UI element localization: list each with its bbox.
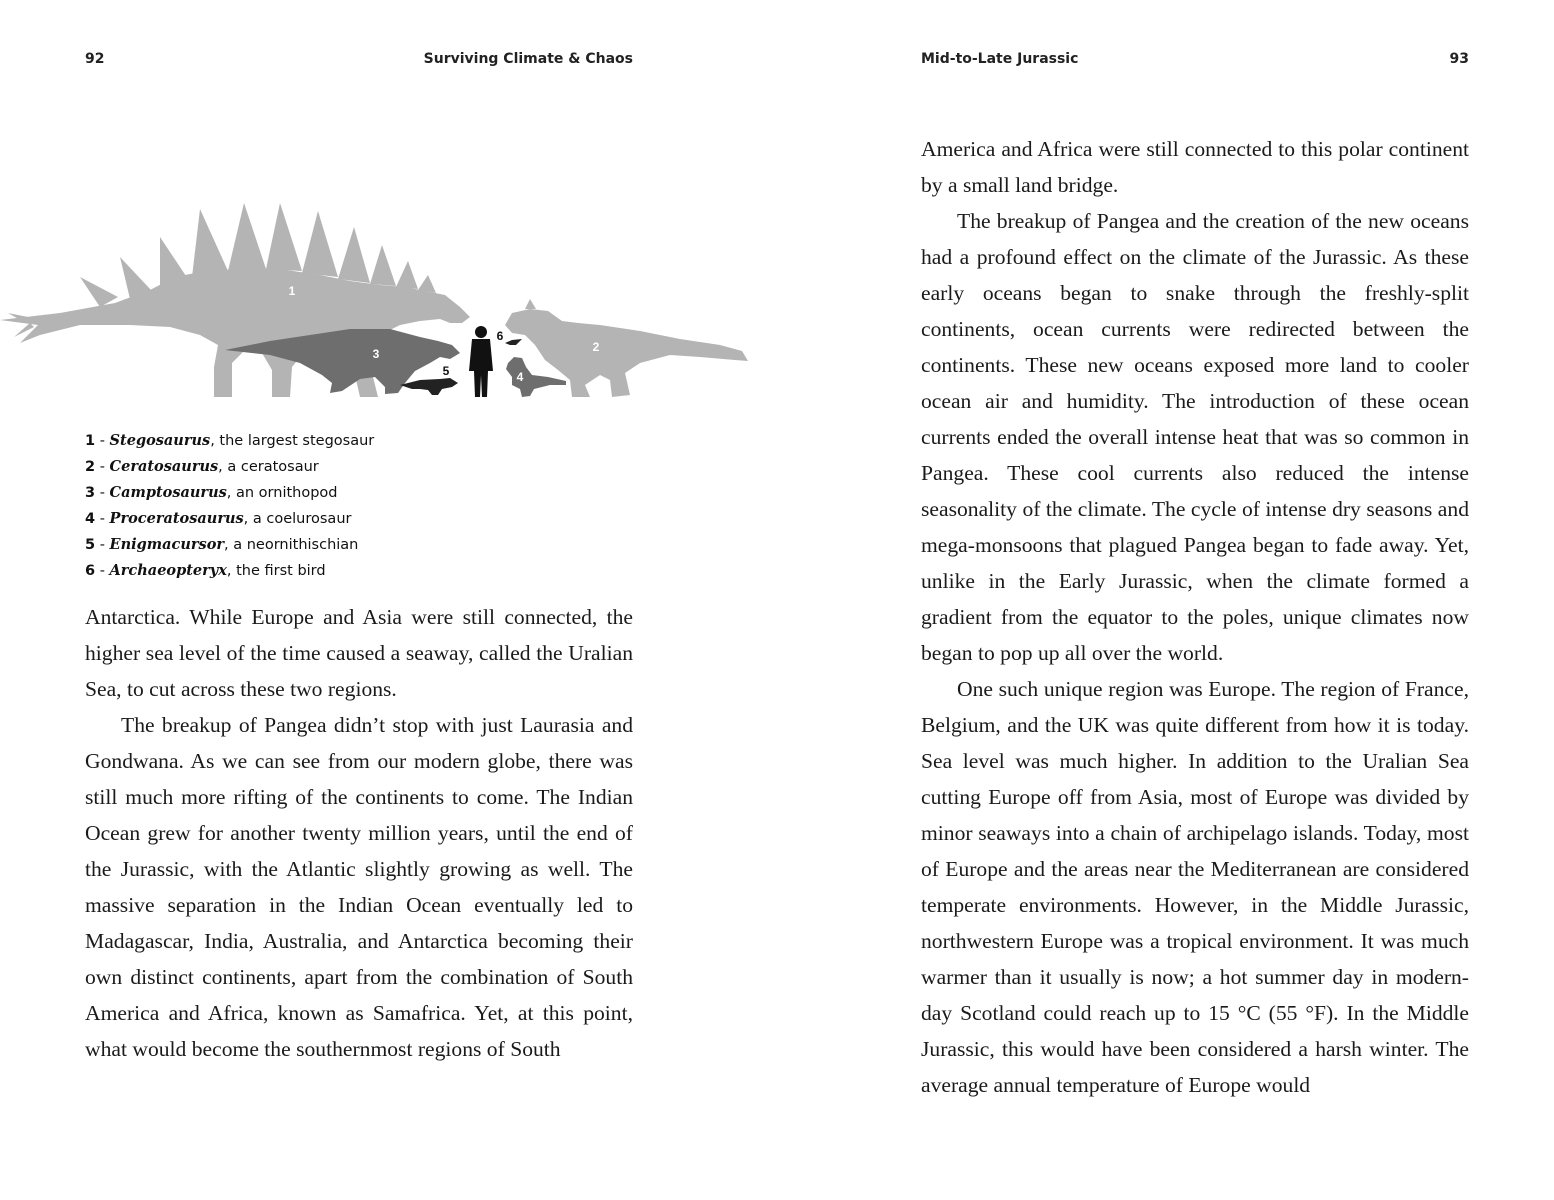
page-number: 93 (1449, 51, 1469, 67)
caption-item: 4 - Proceratosaurus, a coelurosaur (85, 510, 352, 527)
figure-caption-list (85, 428, 374, 584)
silhouette-label-3: 3 (372, 347, 380, 361)
caption-item: 5 - Enigmacursor, a neornithischian (85, 536, 359, 553)
page-number: 92 (85, 51, 105, 67)
archaeopteryx-silhouette (505, 339, 522, 345)
right-body-text (921, 131, 1469, 1103)
silhouette-label-2: 2 (592, 340, 600, 354)
caption-item: 6 - Archaeopteryx, the first bird (85, 562, 326, 579)
human-scale-silhouette (469, 326, 493, 397)
body-paragraph: America and Africa were still connected to this polar continent by a small land bridge. (921, 137, 1469, 197)
right-page (777, 0, 1554, 1200)
body-paragraph: Antarctica. While Europe and Asia were still connected, the higher sea level of the time caused a seaway, called the Uralian Sea, to cut across these two regions. (85, 605, 633, 701)
body-paragraph: The breakup of Pangea didn’t stop with just Laurasia and Gondwana. As we can see from our modern globe, there was still much more rifting of the continents to come. The Indian Ocean grew for another twenty million years, until the end of the Jurassic, with the Atlantic slightly growing as well. The massive separation in the Indian Ocean eventually led to Madagascar, India, Australia, and Antarctica becoming their own distinct continents, apart from the combination of South America and Africa, known as Samafrica. Yet, at this point, what would become the southernmost regions of South (85, 713, 633, 1061)
running-head: Surviving Climate & Chaos (423, 51, 633, 67)
caption-item: 1 - Stegosaurus, the largest stegosaur (85, 432, 375, 449)
caption-item: 2 - Ceratosaurus, a ceratosaur (85, 458, 319, 475)
silhouette-label-6: 6 (496, 329, 504, 343)
silhouette-label-5: 5 (442, 364, 450, 378)
dinosaur-size-comparison-figure (0, 195, 760, 410)
running-head: Mid-to-Late Jurassic (921, 51, 1079, 67)
enigmacursor-silhouette (400, 378, 458, 395)
silhouette-label-1: 1 (288, 284, 296, 298)
silhouette-label-4: 4 (516, 370, 524, 384)
left-body-text (85, 599, 633, 1067)
body-paragraph: The breakup of Pangea and the creation of the new oceans had a profound effect on the climate of the Jurassic. As these early oceans began to snake through the freshly-split continents, ocean currents were redirected between the continents. These new oceans exposed more land to cooler ocean air and humidity. The introduction of these ocean currents ended the overall intense heat that was so common in Pangea. These cool currents also reduced the intense seasonality of the climate. The cycle of intense dry seasons and mega-monsoons that plagued Pangea began to fade away. Yet, unlike in the Early Jurassic, when the climate formed a gradient from the equator to the poles, unique climates now began to pop up all over the world. (921, 209, 1469, 665)
body-paragraph: One such unique region was Europe. The region of France, Belgium, and the UK was quite different from how it is today. Sea level was much higher. In addition to the Uralian Sea cutting Europe off from Asia, most of Europe was divided by minor seaways into a chain of archipelago islands. Today, most of Europe and the areas near the Mediterranean are considered temperate environments. However, in the Middle Jurassic, northwestern Europe was a tropical environment. It was much warmer than it usually is now; a hot summer day in modern-day Scotland could reach up to 15 °C (55 °F). In the Middle Jurassic, this would have been considered a harsh winter. The average annual temperature of Europe would (921, 677, 1469, 1097)
caption-item: 3 - Camptosaurus, an ornithopod (85, 484, 338, 501)
